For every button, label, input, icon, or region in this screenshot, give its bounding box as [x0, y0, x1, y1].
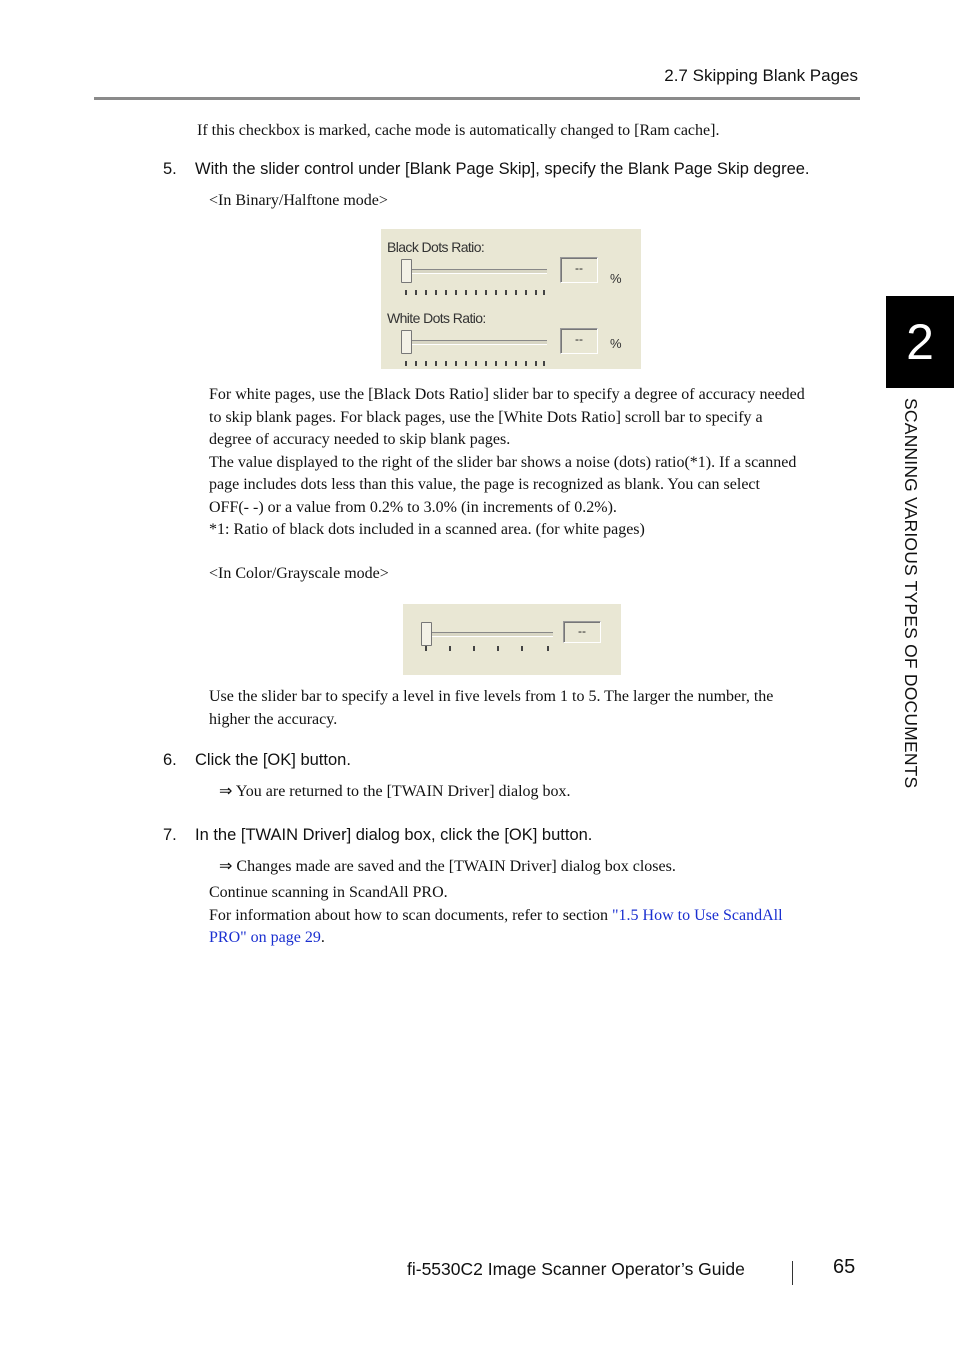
- para-line: The value displayed to the right of the slider bar shows a noise (dots) ratio(*1). If a scanned: [209, 453, 797, 471]
- para-line: degree of accuracy needed to skip blank pages.: [209, 431, 511, 448]
- footnote-line: *1: Ratio of black dots included in a scanned area. (for white pages): [209, 521, 645, 538]
- binary-mode-explanation: [209, 384, 869, 542]
- color-slider-track[interactable]: [423, 632, 553, 637]
- section-link[interactable]: "1.5 How to Use ScandAll: [612, 906, 783, 924]
- color-mode-heading: <In Color/Grayscale mode>: [209, 565, 389, 582]
- black-dots-unit: %: [610, 271, 622, 286]
- color-mode-explanation: [209, 686, 869, 731]
- white-dots-value-box: --: [560, 328, 598, 354]
- step-7-text: In the [TWAIN Driver] dialog box, click the [OK] button.: [195, 826, 593, 844]
- para-line: higher the accuracy.: [209, 710, 338, 728]
- black-dots-slider-ticks: [405, 290, 545, 295]
- chapter-tab-number: 2: [886, 296, 954, 388]
- step-5-text: With the slider control under [Blank Page Skip], specify the Blank Page Skip degree.: [195, 160, 810, 178]
- step-6-text: Click the [OK] button.: [195, 751, 351, 769]
- continue-line: Continue scanning in ScandAll PRO.: [209, 884, 448, 901]
- footer-divider: [792, 1261, 793, 1285]
- white-dots-slider-track[interactable]: [401, 340, 547, 345]
- para-line: OFF(- -) or a value from 0.2% to 3.0% (in increments of 0.2%).: [209, 498, 617, 516]
- black-dots-value-box: --: [560, 257, 598, 283]
- step-5: [163, 160, 810, 179]
- step-7-number: 7.: [163, 826, 177, 844]
- black-dots-ratio-label: Black Dots Ratio:: [387, 239, 485, 255]
- chapter-tab-title: SCANNING VARIOUS TYPES OF DOCUMENTS: [901, 398, 921, 789]
- page-number: 65: [833, 1256, 856, 1278]
- white-dots-unit: %: [610, 336, 622, 351]
- white-dots-slider-ticks: [405, 361, 545, 366]
- binary-halftone-panel: [381, 229, 641, 369]
- para-line: to skip blank pages. For black pages, use the [White Dots Ratio] scroll bar to specify a: [209, 408, 763, 426]
- color-slider-ticks: [425, 646, 555, 651]
- para-line: page includes dots less than this value, the page is recognized as blank. You can select: [209, 476, 760, 493]
- black-dots-slider-track[interactable]: [401, 269, 547, 274]
- info-prefix: For information about how to scan documents, refer to section: [209, 906, 613, 924]
- header-rule: [94, 97, 860, 100]
- step-7-followup: [209, 882, 869, 950]
- running-header-title: 2.7 Skipping Blank Pages: [664, 66, 858, 85]
- section-link-continued[interactable]: PRO" on page 29: [209, 929, 321, 946]
- info-suffix: .: [320, 929, 325, 946]
- color-value-box: --: [563, 621, 601, 643]
- color-slider-thumb[interactable]: [421, 622, 432, 646]
- binary-mode-heading: <In Binary/Halftone mode>: [209, 192, 388, 209]
- para-line: Use the slider bar to specify a level in five levels from 1 to 5. The larger the number, the: [209, 688, 774, 705]
- black-dots-slider-thumb[interactable]: [401, 259, 412, 283]
- step-6: [163, 751, 351, 770]
- para-line: For white pages, use the [Black Dots Ratio] slider bar to specify a degree of accuracy needed: [209, 386, 805, 403]
- color-grayscale-panel: [403, 604, 621, 675]
- intro-note: If this checkbox is marked, cache mode is automatically changed to [Ram cache].: [197, 122, 720, 139]
- info-line-2: [209, 927, 869, 950]
- step-6-result: ⇒ You are returned to the [TWAIN Driver] dialog box.: [219, 783, 571, 800]
- info-line: [209, 905, 869, 928]
- step-7-result: ⇒ Changes made are saved and the [TWAIN Driver] dialog box closes.: [219, 858, 676, 875]
- step-7: [163, 826, 592, 845]
- step-6-number: 6.: [163, 751, 177, 769]
- white-dots-ratio-label: White Dots Ratio:: [387, 310, 486, 326]
- footer-guide-title: fi-5530C2 Image Scanner Operator’s Guide: [407, 1259, 745, 1279]
- white-dots-slider-thumb[interactable]: [401, 330, 412, 354]
- step-5-number: 5.: [163, 160, 177, 178]
